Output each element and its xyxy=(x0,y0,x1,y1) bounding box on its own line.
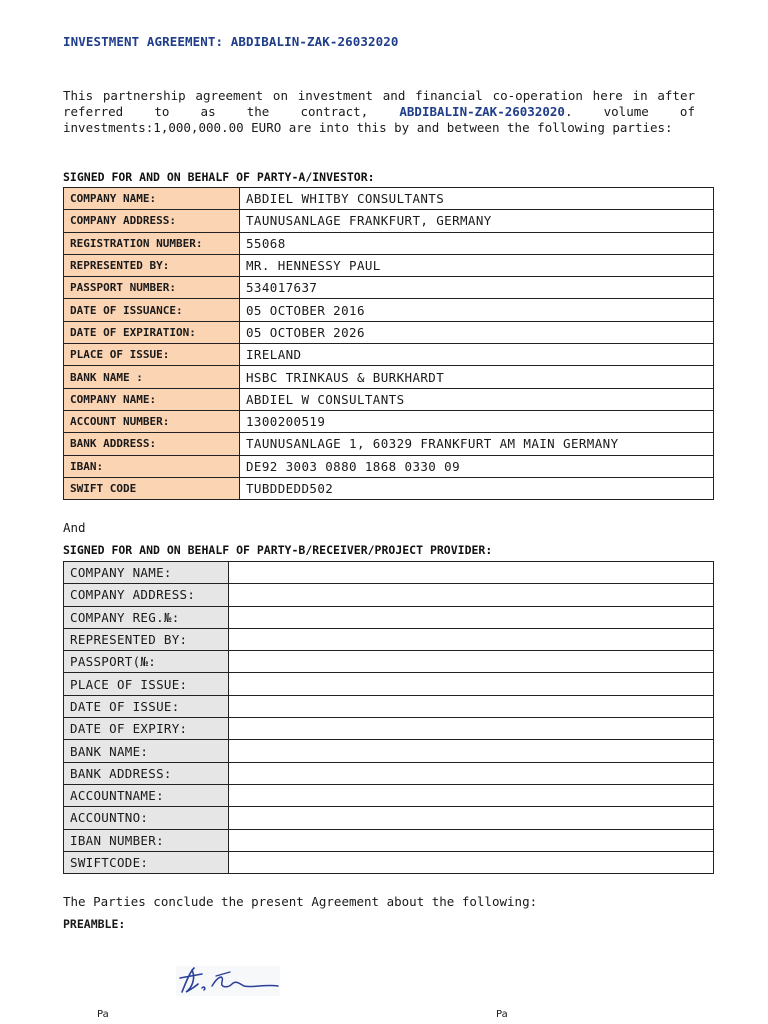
party-a-value: 05 OCTOBER 2026 xyxy=(240,321,714,343)
party-b-row xyxy=(64,562,714,584)
party-b-label: DATE OF ISSUE: xyxy=(64,695,229,717)
party-b-value xyxy=(229,807,714,829)
party-b-label: ACCOUNTNAME: xyxy=(64,784,229,806)
party-b-value xyxy=(229,762,714,784)
party-b-table xyxy=(63,561,714,874)
party-b-value xyxy=(229,651,714,673)
preamble-heading: PREAMBLE: xyxy=(63,917,126,931)
party-b-label: BANK ADDRESS: xyxy=(64,762,229,784)
conclusion-text: The Parties conclude the present Agreement about the following: xyxy=(63,894,538,909)
party-a-label: BANK ADDRESS: xyxy=(64,433,240,455)
party-b-label: PLACE OF ISSUE: xyxy=(64,673,229,695)
party-a-label: COMPANY NAME: xyxy=(64,188,240,210)
party-b-label: COMPANY ADDRESS: xyxy=(64,584,229,606)
party-a-row xyxy=(64,299,714,321)
party-b-label: SWIFTCODE: xyxy=(64,851,229,873)
party-b-label: COMPANY REG.№: xyxy=(64,606,229,628)
party-a-value: 1300200519 xyxy=(240,410,714,432)
party-b-row xyxy=(64,695,714,717)
party-b-row xyxy=(64,851,714,873)
party-b-row xyxy=(64,784,714,806)
party-a-label: REPRESENTED BY: xyxy=(64,254,240,276)
party-b-row xyxy=(64,829,714,851)
party-b-label: BANK NAME: xyxy=(64,740,229,762)
party-a-value: HSBC TRINKAUS & BURKHARDT xyxy=(240,366,714,388)
party-b-value xyxy=(229,628,714,650)
party-a-label: SWIFT CODE xyxy=(64,477,240,499)
party-b-row xyxy=(64,673,714,695)
party-a-value: TUBDDEDD502 xyxy=(240,477,714,499)
party-a-label: PLACE OF ISSUE: xyxy=(64,344,240,366)
party-a-value: ABDIEL WHITBY CONSULTANTS xyxy=(240,188,714,210)
party-b-value xyxy=(229,562,714,584)
party-b-label: DATE OF EXPIRY: xyxy=(64,718,229,740)
party-a-value: ABDIEL W CONSULTANTS xyxy=(240,388,714,410)
party-a-value: 534017637 xyxy=(240,277,714,299)
party-a-value: MR. HENNESSY PAUL xyxy=(240,254,714,276)
party-a-value: DE92 3003 0880 1868 0330 09 xyxy=(240,455,714,477)
party-a-label: PASSPORT NUMBER: xyxy=(64,277,240,299)
party-a-row xyxy=(64,321,714,343)
party-b-value xyxy=(229,851,714,873)
party-a-label: COMPANY NAME: xyxy=(64,388,240,410)
party-b-value xyxy=(229,740,714,762)
party-a-label: DATE OF EXPIRATION: xyxy=(64,321,240,343)
party-b-label: PASSPORT(№: xyxy=(64,651,229,673)
and-text: And xyxy=(63,520,86,535)
party-b-row xyxy=(64,762,714,784)
party-a-row xyxy=(64,254,714,276)
party-b-label: COMPANY NAME: xyxy=(64,562,229,584)
party-b-row xyxy=(64,606,714,628)
party-a-value: 55068 xyxy=(240,232,714,254)
party-a-heading: SIGNED FOR AND ON BEHALF OF PARTY-A/INVESTOR: xyxy=(63,170,375,184)
intro-text-end: . volume of investments:1,000,000.00 EURO are into this by and between the following parties: xyxy=(63,104,695,135)
party-b-value xyxy=(229,606,714,628)
party-a-row xyxy=(64,232,714,254)
party-b-value xyxy=(229,784,714,806)
party-a-row xyxy=(64,477,714,499)
party-a-label: REGISTRATION NUMBER: xyxy=(64,232,240,254)
intro-paragraph xyxy=(63,88,695,136)
party-a-row xyxy=(64,455,714,477)
party-a-label: DATE OF ISSUANCE: xyxy=(64,299,240,321)
party-a-row xyxy=(64,188,714,210)
party-b-row xyxy=(64,651,714,673)
party-a-row xyxy=(64,366,714,388)
footer-left: Pa xyxy=(97,1009,109,1020)
party-a-value: 05 OCTOBER 2016 xyxy=(240,299,714,321)
party-b-row xyxy=(64,807,714,829)
party-b-label: REPRESENTED BY: xyxy=(64,628,229,650)
party-b-value xyxy=(229,584,714,606)
party-b-value xyxy=(229,718,714,740)
intro-contract-ref: ABDIBALIN-ZAK-26032020 xyxy=(399,104,565,119)
party-b-label: ACCOUNTNO: xyxy=(64,807,229,829)
party-b-row xyxy=(64,740,714,762)
party-b-row xyxy=(64,718,714,740)
party-b-value xyxy=(229,695,714,717)
party-a-row xyxy=(64,388,714,410)
footer-right: Pa xyxy=(496,1009,508,1020)
party-a-table xyxy=(63,187,714,500)
party-a-row xyxy=(64,433,714,455)
party-a-label: IBAN: xyxy=(64,455,240,477)
party-a-label: ACCOUNT NUMBER: xyxy=(64,410,240,432)
signature-image xyxy=(172,962,284,1000)
party-a-row xyxy=(64,210,714,232)
party-a-row xyxy=(64,344,714,366)
party-a-value: TAUNUSANLAGE FRANKFURT, GERMANY xyxy=(240,210,714,232)
intro-text-start: This partnership agreement on investment and financial co-operation here in after referred to as the contract, xyxy=(63,88,695,119)
party-a-row xyxy=(64,410,714,432)
party-a-label: COMPANY ADDRESS: xyxy=(64,210,240,232)
party-b-row xyxy=(64,584,714,606)
party-b-label: IBAN NUMBER: xyxy=(64,829,229,851)
party-a-row xyxy=(64,277,714,299)
party-a-label: BANK NAME : xyxy=(64,366,240,388)
party-b-heading: SIGNED FOR AND ON BEHALF OF PARTY-B/RECEIVER/PROJECT PROVIDER: xyxy=(63,543,493,557)
party-b-row xyxy=(64,628,714,650)
document-title: INVESTMENT AGREEMENT: ABDIBALIN-ZAK-26032020 xyxy=(63,34,399,49)
party-b-value xyxy=(229,673,714,695)
party-a-value: IRELAND xyxy=(240,344,714,366)
party-a-value: TAUNUSANLAGE 1, 60329 FRANKFURT AM MAIN GERMANY xyxy=(240,433,714,455)
party-b-value xyxy=(229,829,714,851)
